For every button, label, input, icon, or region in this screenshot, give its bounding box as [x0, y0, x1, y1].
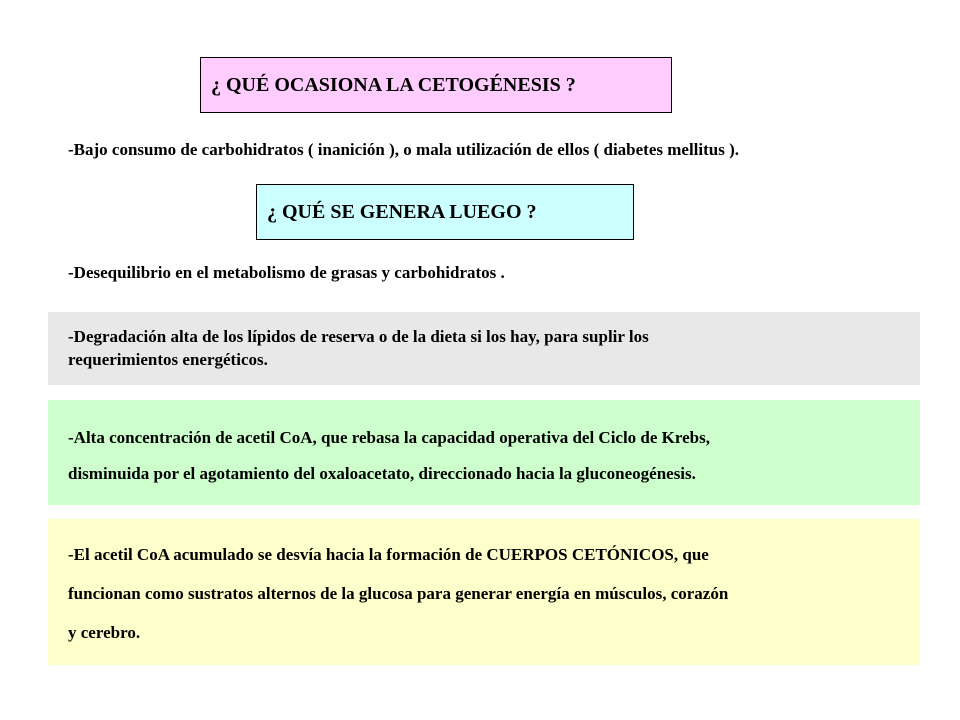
- panel-lipid-degradation: [48, 312, 920, 385]
- question-box-what-follows: [256, 184, 634, 240]
- panel-line: -Alta concentración de acetil CoA, que rebasa la capacidad operativa del Ciclo de Krebs,: [68, 428, 711, 447]
- panel-acetyl-coa-concentration: [48, 400, 920, 505]
- answer-text-low-carb: -Bajo consumo de carbohidratos ( inanición ), o mala utilización de ellos ( diabetes mellitus ).: [68, 140, 740, 159]
- panel-line: disminuida por el agotamiento del oxaloacetato, direccionado hacia la gluconeogénesis.: [68, 464, 696, 483]
- panel-line: requerimientos energéticos.: [68, 350, 268, 369]
- panel-ketone-bodies: [48, 519, 920, 665]
- panel-line: -Degradación alta de los lípidos de reserva o de la dieta si los hay, para suplir los: [68, 327, 649, 346]
- answer-text-imbalance: -Desequilibrio en el metabolismo de grasas y carbohidratos .: [68, 263, 505, 282]
- question-title-ketogenesis-cause: ¿ QUÉ OCASIONA LA CETOGÉNESIS ?: [211, 73, 576, 96]
- question-title-what-follows: ¿ QUÉ SE GENERA LUEGO ?: [267, 200, 537, 223]
- panel-line: -El acetil CoA acumulado se desvía hacia la formación de CUERPOS CETÓNICOS, que: [68, 545, 709, 564]
- panel-line: y cerebro.: [68, 623, 141, 642]
- panel-line: funcionan como sustratos alternos de la glucosa para generar energía en músculos, corazón: [68, 584, 729, 603]
- question-box-ketogenesis-cause: [200, 57, 672, 113]
